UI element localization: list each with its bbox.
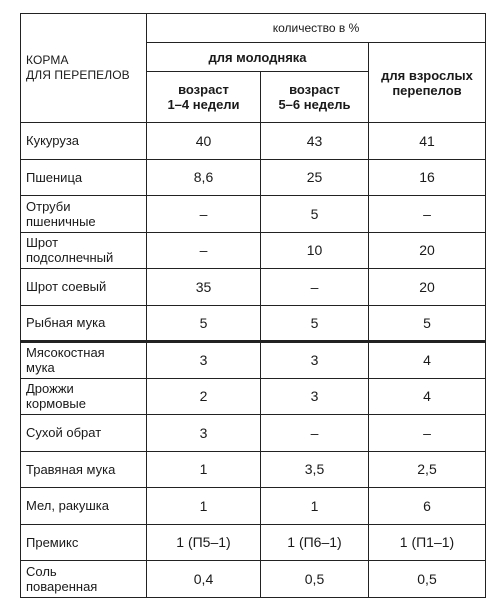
feed-name-cell xyxy=(21,561,147,598)
value-young-1-4: 5 xyxy=(147,305,261,342)
feed-name-cell xyxy=(21,159,147,196)
feed-name-line: Шрот xyxy=(26,235,59,251)
feed-name-cell xyxy=(21,305,147,342)
feed-name-line: Отруби xyxy=(26,198,71,214)
value-adult: – xyxy=(369,196,486,233)
value-young-1-4: – xyxy=(147,196,261,233)
feed-name-line: пшеничные xyxy=(26,213,96,229)
header-age-5-6-line-1: возраст xyxy=(289,82,340,97)
header-age-1-4-line-1: возраст xyxy=(178,82,229,97)
feed-composition-table xyxy=(20,13,486,598)
value-young-1-4: 2 xyxy=(147,378,261,415)
value-adult: 20 xyxy=(369,269,486,306)
table-row xyxy=(21,378,486,415)
value-adult: 5 xyxy=(369,305,486,342)
feed-name-cell xyxy=(21,451,147,488)
feed-name-cell xyxy=(21,415,147,452)
feed-name-line: поваренная xyxy=(26,578,98,594)
feed-name-cell xyxy=(21,269,147,306)
feed-name-line: Мясокостная xyxy=(26,345,105,361)
value-adult: 0,5 xyxy=(369,561,486,598)
feed-name-line: Сухой обрат xyxy=(26,425,102,441)
header-adult-line-1: для взрослых xyxy=(381,67,473,83)
value-young-1-4: 8,6 xyxy=(147,159,261,196)
value-adult: 4 xyxy=(369,378,486,415)
feed-name-cell xyxy=(21,196,147,233)
value-young-5-6: 5 xyxy=(261,196,369,233)
value-young-1-4: 1 xyxy=(147,451,261,488)
feed-name-cell xyxy=(21,524,147,561)
feed-name-cell xyxy=(21,488,147,525)
table-row xyxy=(21,269,486,306)
value-young-5-6: 3,5 xyxy=(261,451,369,488)
header-feed-line-2: ДЛЯ ПЕРЕПЕЛОВ xyxy=(26,68,130,82)
value-young-1-4: 35 xyxy=(147,269,261,306)
value-young-5-6: 1 (П6–1) xyxy=(261,524,369,561)
feed-name-cell xyxy=(21,232,147,269)
table-row xyxy=(21,342,486,379)
header-adult xyxy=(369,43,486,123)
feed-name-line: Пшеница xyxy=(26,169,83,185)
header-quantity: количество в % xyxy=(147,14,486,43)
table-row xyxy=(21,196,486,233)
table-row xyxy=(21,451,486,488)
value-adult: – xyxy=(369,415,486,452)
feed-name-line: Рыбная мука xyxy=(26,315,106,331)
value-adult: 2,5 xyxy=(369,451,486,488)
table-row xyxy=(21,232,486,269)
header-age-5-6 xyxy=(261,72,369,123)
value-young-1-4: 3 xyxy=(147,415,261,452)
feed-name-cell xyxy=(21,342,147,379)
value-adult: 4 xyxy=(369,342,486,379)
header-adult-line-2: перепелов xyxy=(392,82,462,98)
value-young-1-4: 40 xyxy=(147,123,261,160)
value-young-5-6: – xyxy=(261,269,369,306)
value-young-1-4: 0,4 xyxy=(147,561,261,598)
feed-name-line: Дрожжи xyxy=(26,381,74,397)
value-young-5-6: – xyxy=(261,415,369,452)
value-adult: 41 xyxy=(369,123,486,160)
feed-name-line: Соль xyxy=(26,563,57,579)
value-adult: 1 (П1–1) xyxy=(369,524,486,561)
feed-name-line: Премикс xyxy=(26,534,79,550)
value-young-5-6: 1 xyxy=(261,488,369,525)
header-age-5-6-line-2: 5–6 недель xyxy=(278,97,351,112)
value-young-1-4: 3 xyxy=(147,342,261,379)
value-young-1-4: 1 (П5–1) xyxy=(147,524,261,561)
value-young-1-4: 1 xyxy=(147,488,261,525)
table-row xyxy=(21,415,486,452)
table-row xyxy=(21,159,486,196)
table-row xyxy=(21,488,486,525)
value-young-5-6: 10 xyxy=(261,232,369,269)
value-adult: 20 xyxy=(369,232,486,269)
table-row xyxy=(21,305,486,342)
value-young-5-6: 0,5 xyxy=(261,561,369,598)
feed-name-line: Мел, ракушка xyxy=(26,498,110,514)
header-feed-line-1: КОРМА xyxy=(26,53,69,67)
table-row xyxy=(21,123,486,160)
header-age-1-4 xyxy=(147,72,261,123)
value-young-1-4: – xyxy=(147,232,261,269)
feed-name-line: мука xyxy=(26,360,55,376)
table-row xyxy=(21,561,486,598)
value-young-5-6: 43 xyxy=(261,123,369,160)
feed-name-line: Травяная мука xyxy=(26,461,116,477)
feed-name-line: подсолнечный xyxy=(26,250,114,266)
header-feed xyxy=(21,14,147,123)
feed-name-line: Кукуруза xyxy=(26,133,80,149)
feed-name-cell xyxy=(21,378,147,415)
table-body xyxy=(21,123,486,598)
value-adult: 16 xyxy=(369,159,486,196)
feed-name-line: кормовые xyxy=(26,396,86,412)
value-young-5-6: 25 xyxy=(261,159,369,196)
table-row xyxy=(21,524,486,561)
feed-name-line: Шрот соевый xyxy=(26,279,107,295)
header-age-1-4-line-2: 1–4 недели xyxy=(167,97,240,112)
header-young: для молодняка xyxy=(147,43,369,72)
value-young-5-6: 5 xyxy=(261,305,369,342)
value-young-5-6: 3 xyxy=(261,342,369,379)
value-young-5-6: 3 xyxy=(261,378,369,415)
feed-name-cell xyxy=(21,123,147,160)
value-adult: 6 xyxy=(369,488,486,525)
